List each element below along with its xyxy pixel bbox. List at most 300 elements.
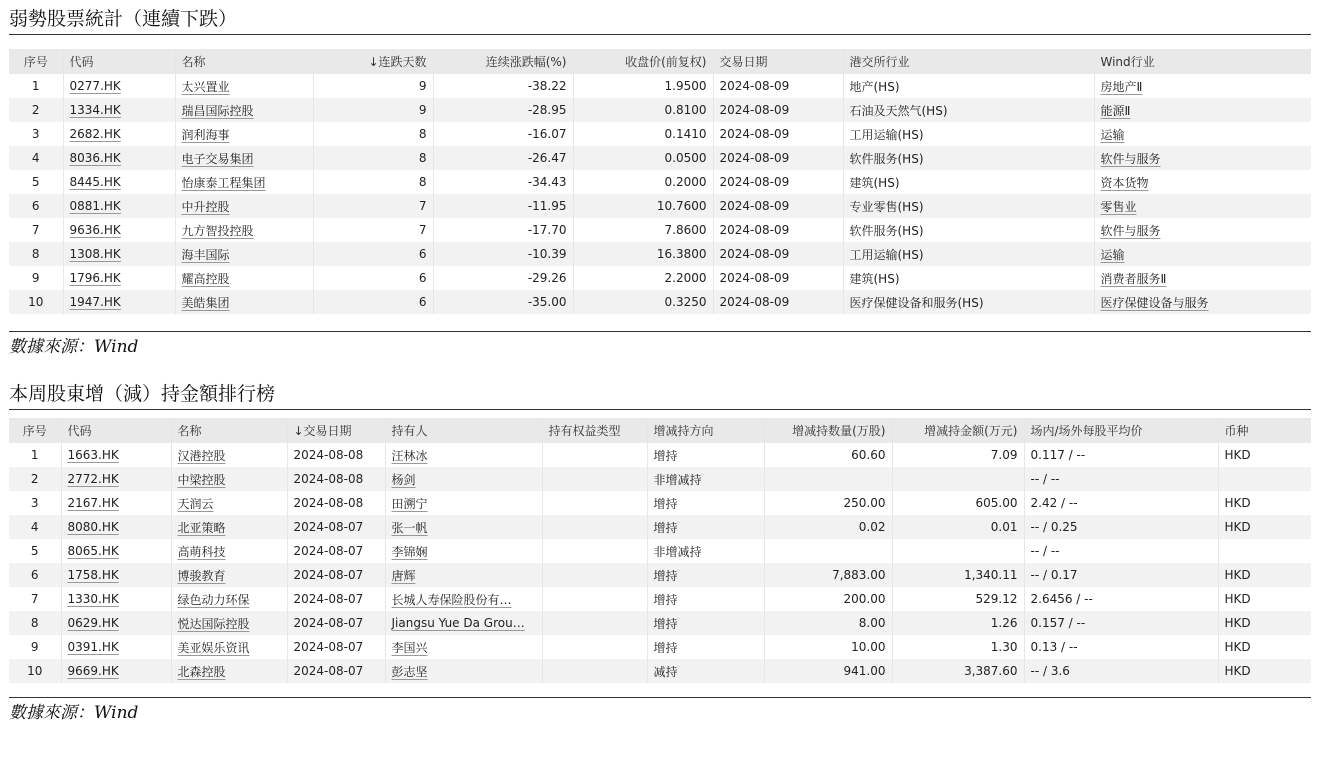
cell-avg-price: 2.6456 / -- — [1024, 587, 1218, 611]
stock-code-link[interactable]: 1947.HK — [69, 295, 121, 309]
table-row — [9, 659, 1311, 683]
stock-name-link[interactable]: 九方智投控股 — [181, 223, 254, 238]
weak-stocks-title: 弱勢股票統計（連續下跌） — [9, 8, 238, 30]
cell-stock-code — [63, 242, 175, 266]
column-header-index: 序号 — [9, 49, 63, 74]
stock-name-link[interactable]: 润利海事 — [181, 127, 230, 142]
cell-change-pct: -26.47 — [433, 146, 573, 170]
stock-name-link[interactable]: 博骏教育 — [177, 568, 226, 583]
stock-name-link[interactable]: 海丰国际 — [181, 247, 230, 262]
cell-change-amount: 7.09 — [892, 443, 1024, 467]
stock-name-link[interactable]: 高萌科技 — [177, 544, 226, 559]
wind-industry-link[interactable]: 运输 — [1100, 247, 1125, 262]
cell-stock-name — [175, 290, 313, 314]
stock-code-link[interactable]: 2682.HK — [69, 127, 121, 141]
cell-trade-date: 2024-08-09 — [713, 194, 843, 218]
cell-direction: 增持 — [647, 443, 764, 467]
wind-industry-link[interactable]: 消费者服务Ⅱ — [1100, 271, 1167, 286]
cell-index: 6 — [9, 194, 63, 218]
cell-down-days: 7 — [313, 218, 433, 242]
stock-name-link[interactable]: 天润云 — [177, 496, 214, 511]
cell-stock-name — [171, 539, 287, 563]
cell-stock-code — [61, 635, 171, 659]
table-row — [9, 290, 1311, 314]
cell-hkex-industry: 专业零售(HS) — [843, 194, 1094, 218]
cell-index: 2 — [9, 467, 61, 491]
cell-change-shares: 941.00 — [764, 659, 892, 683]
cell-change-shares — [764, 467, 892, 491]
holder-link[interactable]: Jiangsu Yue Da Grou… — [391, 616, 525, 630]
cell-wind-industry — [1094, 170, 1311, 194]
cell-direction: 增持 — [647, 587, 764, 611]
cell-wind-industry — [1094, 194, 1311, 218]
cell-stock-name — [171, 659, 287, 683]
cell-stock-name — [171, 563, 287, 587]
holder-link[interactable]: 李锦娴 — [391, 544, 428, 559]
cell-stock-code — [63, 74, 175, 98]
cell-stock-code — [61, 539, 171, 563]
stock-name-link[interactable]: 悦达国际控股 — [177, 616, 250, 631]
holder-link[interactable]: 唐辉 — [391, 568, 416, 583]
cell-change-amount: 0.01 — [892, 515, 1024, 539]
cell-stock-name — [175, 98, 313, 122]
cell-hkex-industry: 软件服务(HS) — [843, 218, 1094, 242]
cell-index: 3 — [9, 122, 63, 146]
cell-index: 1 — [9, 74, 63, 98]
cell-stock-code — [63, 98, 175, 122]
table-row — [9, 266, 1311, 290]
cell-change-pct: -10.39 — [433, 242, 573, 266]
stock-code-link[interactable]: 1330.HK — [67, 592, 119, 606]
stock-name-link[interactable]: 绿色动力环保 — [177, 592, 250, 607]
cell-down-days: 6 — [313, 242, 433, 266]
cell-trade-date: 2024-08-07 — [287, 659, 385, 683]
cell-avg-price: -- / -- — [1024, 467, 1218, 491]
cell-holder — [385, 443, 542, 467]
stock-name-link[interactable]: 太兴置业 — [181, 79, 230, 94]
stock-code-link[interactable]: 0629.HK — [67, 616, 119, 630]
table-row — [9, 218, 1311, 242]
cell-hkex-industry: 工用运输(HS) — [843, 242, 1094, 266]
cell-change-pct: -35.00 — [433, 290, 573, 314]
cell-trade-date: 2024-08-07 — [287, 635, 385, 659]
cell-hkex-industry: 石油及天然气(HS) — [843, 98, 1094, 122]
table-row — [9, 443, 1311, 467]
source-divider — [9, 331, 1311, 332]
stock-name-link[interactable]: 耀高控股 — [181, 271, 230, 286]
column-header-trade-date[interactable]: ↓交易日期 — [287, 418, 385, 443]
column-header-index: 序号 — [9, 418, 61, 443]
stock-code-link[interactable]: 0881.HK — [69, 199, 121, 213]
stock-code-link[interactable]: 8445.HK — [69, 175, 121, 189]
cell-change-pct: -16.07 — [433, 122, 573, 146]
cell-equity-type — [542, 467, 647, 491]
column-header-equity-type: 持有权益类型 — [542, 418, 647, 443]
column-header-change-shares: 增减持数量(万股) — [764, 418, 892, 443]
cell-change-amount: 605.00 — [892, 491, 1024, 515]
cell-change-pct: -29.26 — [433, 266, 573, 290]
cell-close-price: 0.0500 — [573, 146, 713, 170]
cell-trade-date: 2024-08-09 — [713, 122, 843, 146]
cell-index: 2 — [9, 98, 63, 122]
cell-index: 3 — [9, 491, 61, 515]
stock-name-link[interactable]: 北亚策略 — [177, 520, 226, 535]
cell-stock-name — [175, 242, 313, 266]
cell-stock-name — [175, 122, 313, 146]
cell-trade-date: 2024-08-07 — [287, 563, 385, 587]
cell-close-price: 0.8100 — [573, 98, 713, 122]
holder-link[interactable]: 汪林冰 — [391, 448, 428, 463]
cell-trade-date: 2024-08-07 — [287, 587, 385, 611]
cell-stock-name — [171, 443, 287, 467]
column-header-currency: 币种 — [1218, 418, 1311, 443]
cell-hkex-industry: 建筑(HS) — [843, 266, 1094, 290]
cell-index: 5 — [9, 539, 61, 563]
column-header-change-amount: 增减持金额(万元) — [892, 418, 1024, 443]
cell-trade-date: 2024-08-07 — [287, 515, 385, 539]
data-source-note: 數據來源：Wind — [9, 703, 139, 723]
wind-industry-link[interactable]: 房地产Ⅱ — [1100, 79, 1143, 94]
cell-down-days: 6 — [313, 266, 433, 290]
cell-stock-name — [175, 170, 313, 194]
cell-change-shares: 10.00 — [764, 635, 892, 659]
cell-close-price: 2.2000 — [573, 266, 713, 290]
cell-change-pct: -34.43 — [433, 170, 573, 194]
cell-stock-code — [61, 563, 171, 587]
cell-trade-date: 2024-08-09 — [713, 290, 843, 314]
cell-holder — [385, 587, 542, 611]
cell-stock-name — [171, 635, 287, 659]
cell-change-shares: 250.00 — [764, 491, 892, 515]
stock-code-link[interactable]: 8080.HK — [67, 520, 119, 534]
cell-direction: 增持 — [647, 611, 764, 635]
cell-currency: HKD — [1218, 587, 1311, 611]
cell-change-shares: 60.60 — [764, 443, 892, 467]
cell-change-amount: 1.30 — [892, 635, 1024, 659]
wind-industry-link[interactable]: 运输 — [1100, 127, 1125, 142]
cell-trade-date: 2024-08-08 — [287, 467, 385, 491]
source-divider — [9, 697, 1311, 698]
cell-wind-industry — [1094, 266, 1311, 290]
cell-avg-price: -- / 0.25 — [1024, 515, 1218, 539]
cell-change-shares: 8.00 — [764, 611, 892, 635]
cell-stock-name — [171, 611, 287, 635]
stock-name-link[interactable]: 美亚娱乐资讯 — [177, 640, 250, 655]
column-header-holder: 持有人 — [385, 418, 542, 443]
cell-close-price: 0.1410 — [573, 122, 713, 146]
cell-hkex-industry: 医疗保健设备和服务(HS) — [843, 290, 1094, 314]
column-header-avg-price: 场内/场外每股平均价 — [1024, 418, 1218, 443]
table-row — [9, 515, 1311, 539]
table-row — [9, 635, 1311, 659]
cell-hkex-industry: 软件服务(HS) — [843, 146, 1094, 170]
data-source-note: 數據來源：Wind — [9, 337, 139, 357]
cell-index: 10 — [9, 659, 61, 683]
cell-down-days: 9 — [313, 98, 433, 122]
cell-wind-industry — [1094, 98, 1311, 122]
cell-stock-name — [171, 515, 287, 539]
cell-stock-name — [175, 266, 313, 290]
holder-link[interactable]: 长城人寿保险股份有… — [391, 592, 512, 607]
cell-down-days: 6 — [313, 290, 433, 314]
stock-code-link[interactable]: 2167.HK — [67, 496, 119, 510]
cell-direction: 增持 — [647, 515, 764, 539]
cell-equity-type — [542, 443, 647, 467]
cell-index: 6 — [9, 563, 61, 587]
cell-trade-date: 2024-08-09 — [713, 242, 843, 266]
stock-code-link[interactable]: 8036.HK — [69, 151, 121, 165]
cell-direction: 增持 — [647, 563, 764, 587]
stock-code-link[interactable]: 1308.HK — [69, 247, 121, 261]
cell-change-amount: 3,387.60 — [892, 659, 1024, 683]
cell-avg-price: -- / -- — [1024, 539, 1218, 563]
holder-link[interactable]: 田溯宁 — [391, 496, 428, 511]
cell-wind-industry — [1094, 242, 1311, 266]
cell-stock-name — [171, 587, 287, 611]
stock-name-link[interactable]: 北森控股 — [177, 664, 226, 679]
cell-equity-type — [542, 539, 647, 563]
table-header-row — [9, 418, 1311, 443]
weak-stocks-section — [9, 6, 1311, 359]
wind-industry-link[interactable]: 软件与服务 — [1100, 151, 1161, 166]
cell-index: 5 — [9, 170, 63, 194]
holder-link[interactable]: 杨剑 — [391, 472, 416, 487]
cell-equity-type — [542, 563, 647, 587]
stock-name-link[interactable]: 中梁控股 — [177, 472, 226, 487]
cell-down-days: 7 — [313, 194, 433, 218]
cell-avg-price: 0.117 / -- — [1024, 443, 1218, 467]
table-row — [9, 611, 1311, 635]
stock-code-link[interactable]: 1334.HK — [69, 103, 121, 117]
cell-change-shares: 200.00 — [764, 587, 892, 611]
cell-change-pct: -28.95 — [433, 98, 573, 122]
cell-change-amount: 1.26 — [892, 611, 1024, 635]
wind-industry-link[interactable]: 零售业 — [1100, 199, 1137, 214]
column-header-stock-code: 代码 — [61, 418, 171, 443]
table-row — [9, 491, 1311, 515]
stock-name-link[interactable]: 怡康泰工程集团 — [181, 175, 266, 190]
cell-trade-date: 2024-08-09 — [713, 266, 843, 290]
cell-currency: HKD — [1218, 659, 1311, 683]
cell-avg-price: -- / 3.6 — [1024, 659, 1218, 683]
cell-down-days: 9 — [313, 74, 433, 98]
stock-code-link[interactable]: 0391.HK — [67, 640, 119, 654]
cell-close-price: 0.3250 — [573, 290, 713, 314]
column-header-stock-code: 代码 — [63, 49, 175, 74]
wind-industry-link[interactable]: 医疗保健设备与服务 — [1100, 295, 1209, 310]
cell-wind-industry — [1094, 146, 1311, 170]
cell-change-shares: 0.02 — [764, 515, 892, 539]
cell-direction: 非增减持 — [647, 539, 764, 563]
cell-avg-price: 2.42 / -- — [1024, 491, 1218, 515]
cell-currency: HKD — [1218, 563, 1311, 587]
stock-name-link[interactable]: 中升控股 — [181, 199, 230, 214]
cell-change-amount — [892, 467, 1024, 491]
cell-change-pct: -17.70 — [433, 218, 573, 242]
stock-code-link[interactable]: 0277.HK — [69, 79, 121, 93]
cell-currency: HKD — [1218, 515, 1311, 539]
cell-avg-price: 0.13 / -- — [1024, 635, 1218, 659]
cell-close-price: 7.8600 — [573, 218, 713, 242]
stock-name-link[interactable]: 美皓集团 — [181, 295, 230, 310]
cell-currency — [1218, 467, 1311, 491]
cell-change-shares — [764, 539, 892, 563]
column-header-hkex-industry: 港交所行业 — [843, 49, 1094, 74]
cell-stock-code — [63, 218, 175, 242]
cell-avg-price: 0.157 / -- — [1024, 611, 1218, 635]
cell-trade-date: 2024-08-09 — [713, 218, 843, 242]
cell-hkex-industry: 工用运输(HS) — [843, 122, 1094, 146]
cell-currency: HKD — [1218, 611, 1311, 635]
cell-equity-type — [542, 515, 647, 539]
table-row — [9, 539, 1311, 563]
stock-code-link[interactable]: 1663.HK — [67, 448, 119, 462]
cell-index: 8 — [9, 242, 63, 266]
cell-stock-code — [63, 170, 175, 194]
cell-change-amount — [892, 539, 1024, 563]
cell-equity-type — [542, 635, 647, 659]
cell-stock-code — [63, 290, 175, 314]
cell-trade-date: 2024-08-09 — [713, 98, 843, 122]
cell-index: 4 — [9, 515, 61, 539]
cell-direction: 非增减持 — [647, 467, 764, 491]
cell-index: 9 — [9, 266, 63, 290]
cell-equity-type — [542, 587, 647, 611]
table-row — [9, 122, 1311, 146]
cell-index: 8 — [9, 611, 61, 635]
cell-holder — [385, 659, 542, 683]
stock-name-link[interactable]: 汉港控股 — [177, 448, 226, 463]
holder-changes-title: 本周股東增（減）持金額排行榜 — [9, 383, 276, 405]
cell-close-price: 0.2000 — [573, 170, 713, 194]
column-header-stock-name: 名称 — [175, 49, 313, 74]
cell-wind-industry — [1094, 122, 1311, 146]
cell-trade-date: 2024-08-08 — [287, 491, 385, 515]
stock-code-link[interactable]: 8065.HK — [67, 544, 119, 558]
cell-close-price: 10.7600 — [573, 194, 713, 218]
cell-currency: HKD — [1218, 635, 1311, 659]
wind-industry-link[interactable]: 软件与服务 — [1100, 223, 1161, 238]
stock-name-link[interactable]: 瑞昌国际控股 — [181, 103, 254, 118]
cell-stock-code — [61, 659, 171, 683]
cell-stock-code — [61, 443, 171, 467]
cell-direction: 增持 — [647, 491, 764, 515]
cell-stock-name — [175, 194, 313, 218]
cell-holder — [385, 563, 542, 587]
cell-index: 4 — [9, 146, 63, 170]
cell-holder — [385, 467, 542, 491]
cell-change-pct: -11.95 — [433, 194, 573, 218]
stock-code-link[interactable]: 1796.HK — [69, 271, 121, 285]
cell-stock-name — [175, 74, 313, 98]
cell-stock-name — [175, 146, 313, 170]
cell-currency: HKD — [1218, 491, 1311, 515]
cell-down-days: 8 — [313, 170, 433, 194]
column-header-wind-industry: Wind行业 — [1094, 49, 1311, 74]
holder-link[interactable]: 李国兴 — [391, 640, 428, 655]
column-header-stock-name: 名称 — [171, 418, 287, 443]
cell-index: 7 — [9, 587, 61, 611]
cell-change-amount: 529.12 — [892, 587, 1024, 611]
cell-stock-code — [61, 515, 171, 539]
cell-trade-date: 2024-08-07 — [287, 611, 385, 635]
cell-close-price: 1.9500 — [573, 74, 713, 98]
cell-stock-name — [171, 491, 287, 515]
cell-equity-type — [542, 659, 647, 683]
cell-index: 1 — [9, 443, 61, 467]
cell-direction: 减持 — [647, 659, 764, 683]
cell-wind-industry — [1094, 290, 1311, 314]
cell-stock-code — [61, 587, 171, 611]
cell-holder — [385, 611, 542, 635]
wind-industry-link[interactable]: 能源Ⅱ — [1100, 103, 1131, 118]
holder-changes-section — [9, 381, 1311, 725]
cell-close-price: 16.3800 — [573, 242, 713, 266]
cell-index: 10 — [9, 290, 63, 314]
column-header-trade-date: 交易日期 — [713, 49, 843, 74]
cell-hkex-industry: 建筑(HS) — [843, 170, 1094, 194]
cell-stock-code — [63, 266, 175, 290]
table-row — [9, 146, 1311, 170]
cell-trade-date: 2024-08-09 — [713, 170, 843, 194]
cell-stock-code — [63, 146, 175, 170]
table-row — [9, 194, 1311, 218]
table-row — [9, 170, 1311, 194]
column-header-change-pct: 连续涨跌幅(%) — [433, 49, 573, 74]
table-row — [9, 242, 1311, 266]
cell-trade-date: 2024-08-08 — [287, 443, 385, 467]
title-divider — [9, 34, 1311, 35]
weak-stocks-table — [9, 49, 1311, 314]
cell-stock-name — [171, 467, 287, 491]
cell-index: 9 — [9, 635, 61, 659]
cell-wind-industry — [1094, 74, 1311, 98]
cell-stock-name — [175, 218, 313, 242]
cell-equity-type — [542, 491, 647, 515]
column-header-down-days[interactable]: ↓连跌天数 — [313, 49, 433, 74]
table-row — [9, 587, 1311, 611]
cell-equity-type — [542, 611, 647, 635]
holder-link[interactable]: 张一帆 — [391, 520, 428, 535]
stock-name-link[interactable]: 电子交易集团 — [181, 151, 254, 166]
cell-trade-date: 2024-08-07 — [287, 539, 385, 563]
holder-changes-table — [9, 418, 1311, 683]
cell-trade-date: 2024-08-09 — [713, 74, 843, 98]
wind-industry-link[interactable]: 资本货物 — [1100, 175, 1149, 190]
cell-stock-code — [63, 122, 175, 146]
stock-code-link[interactable]: 9669.HK — [67, 664, 119, 678]
cell-currency: HKD — [1218, 443, 1311, 467]
cell-down-days: 8 — [313, 122, 433, 146]
stock-code-link[interactable]: 2772.HK — [67, 472, 119, 486]
stock-code-link[interactable]: 1758.HK — [67, 568, 119, 582]
table-row — [9, 98, 1311, 122]
cell-holder — [385, 491, 542, 515]
cell-change-amount: 1,340.11 — [892, 563, 1024, 587]
holder-link[interactable]: 彭志坚 — [391, 664, 428, 679]
cell-stock-code — [61, 491, 171, 515]
cell-holder — [385, 539, 542, 563]
cell-change-shares: 7,883.00 — [764, 563, 892, 587]
stock-code-link[interactable]: 9636.HK — [69, 223, 121, 237]
column-header-direction: 增减持方向 — [647, 418, 764, 443]
cell-stock-code — [63, 194, 175, 218]
cell-holder — [385, 635, 542, 659]
cell-stock-code — [61, 467, 171, 491]
column-header-close-price: 收盘价(前复权) — [573, 49, 713, 74]
title-divider — [9, 409, 1311, 410]
table-row — [9, 74, 1311, 98]
